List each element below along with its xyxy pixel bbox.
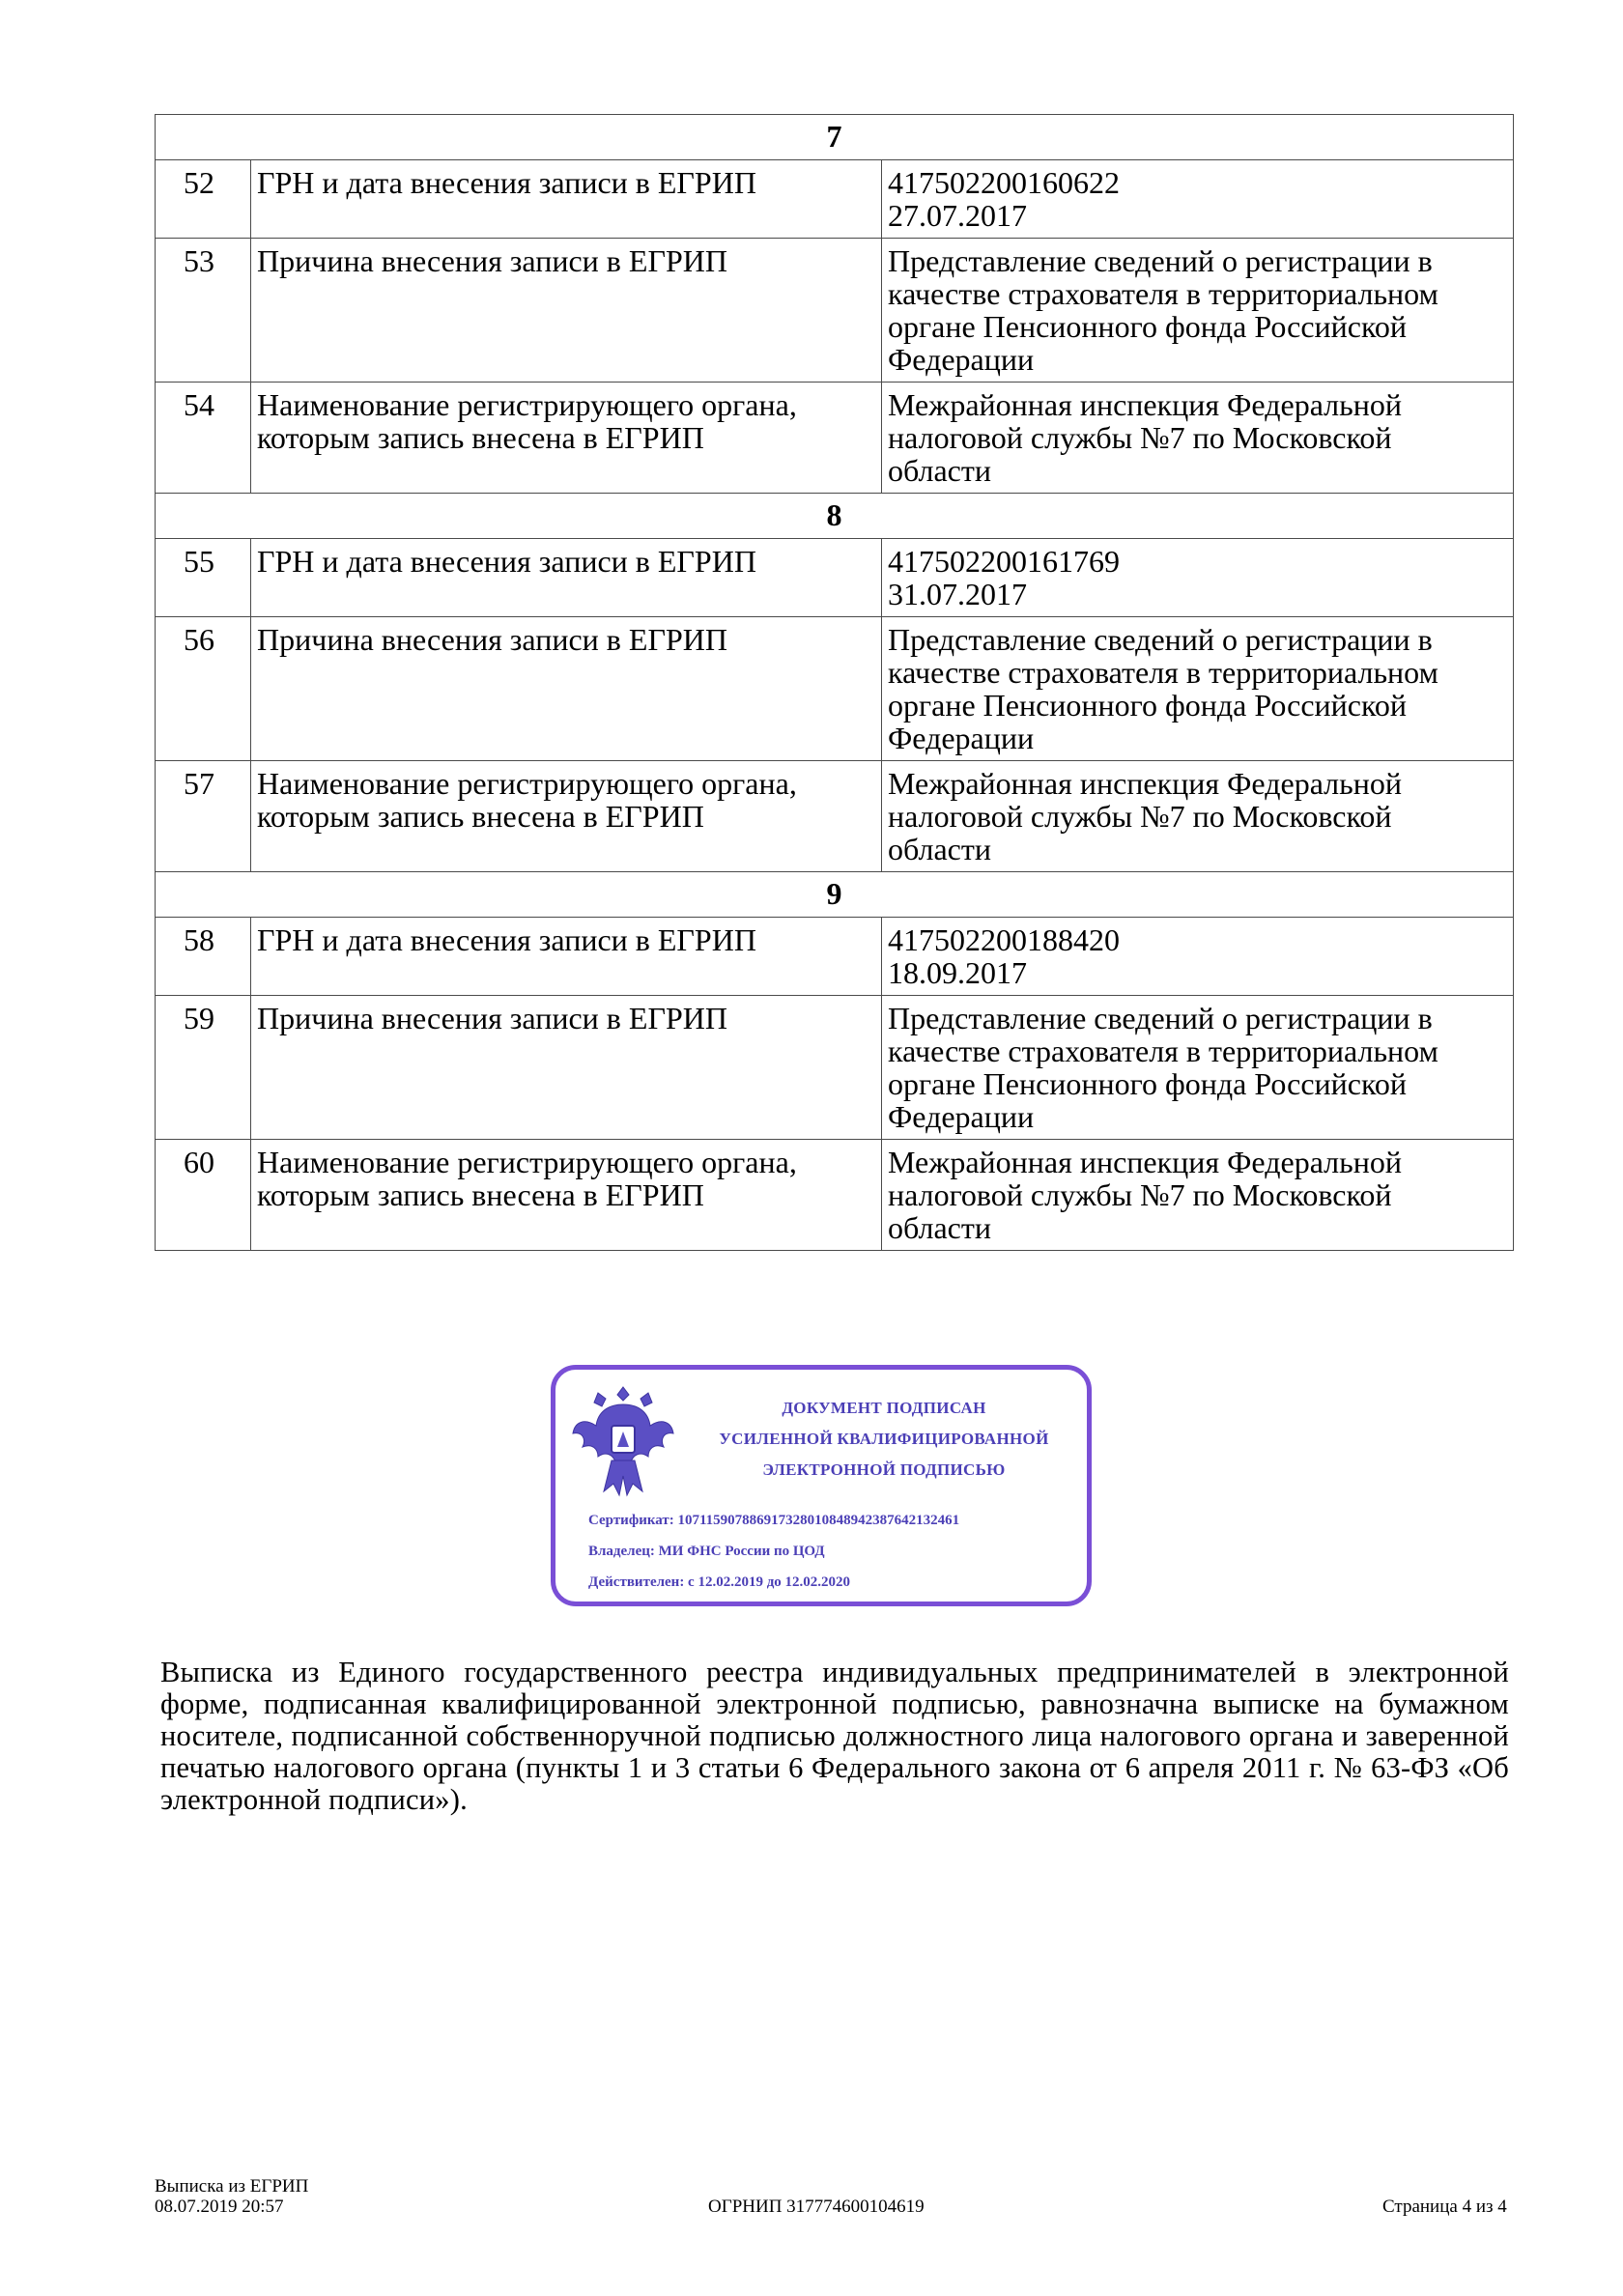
stamp-title-line: ДОКУМЕНТ ПОДПИСАН xyxy=(782,1399,986,1417)
field-value-line: качестве страхователя в территориальном xyxy=(888,276,1438,311)
table-row xyxy=(156,1140,1514,1251)
field-value-line: органе Пенсионного фонда Российской xyxy=(888,1066,1408,1101)
table-row xyxy=(156,617,1514,761)
field-value-line: налоговой службы №7 по Московской xyxy=(888,1177,1392,1212)
field-value-line: области xyxy=(888,1210,991,1245)
field-value-line: 417502200161769 xyxy=(888,544,1120,579)
footer-page-number: Страница 4 из 4 xyxy=(1382,2197,1507,2217)
legal-note-paragraph: Выписка из Единого государственного реестра индивидуальных предпринимателей в электронной форме, подписанная квалифицированной электронной подписью, равнозначна выписке на бумажном носителе, подписанной собственноручной подписью должностного лица налогового органа и заверенной печатью налогового органа (пункты 1 и 3 статьи 6 Федерального закона от 6 апреля 2011 г. № 63-ФЗ «Об электронной подписи»). xyxy=(160,1656,1509,1816)
row-number: 54 xyxy=(156,383,251,494)
field-value-line: налоговой службы №7 по Московской xyxy=(888,420,1392,455)
stamp-title xyxy=(691,1393,1077,1486)
field-value xyxy=(882,761,1514,872)
field-value-line: Федерации xyxy=(888,342,1035,377)
field-name: Причина внесения записи в ЕГРИП xyxy=(251,617,882,761)
row-number: 56 xyxy=(156,617,251,761)
row-number: 52 xyxy=(156,160,251,239)
field-value xyxy=(882,617,1514,761)
field-value-line: 417502200188420 xyxy=(888,922,1120,957)
field-name: Причина внесения записи в ЕГРИП xyxy=(251,996,882,1140)
field-value xyxy=(882,996,1514,1140)
field-value-line: Межрайонная инспекция Федеральной xyxy=(888,1145,1402,1179)
field-value-line: органе Пенсионного фонда Российской xyxy=(888,309,1408,344)
stamp-certificate: Сертификат: 107115907886917328010848942387642132461 xyxy=(588,1513,960,1528)
row-number: 59 xyxy=(156,996,251,1140)
table-row xyxy=(156,160,1514,239)
stamp-details xyxy=(588,1505,959,1598)
section-header-row xyxy=(156,494,1514,539)
row-number: 60 xyxy=(156,1140,251,1251)
stamp-owner: Владелец: МИ ФНС России по ЦОД xyxy=(588,1544,825,1559)
field-value-line: качестве страхователя в территориальном xyxy=(888,1034,1438,1068)
field-value-line: 31.07.2017 xyxy=(888,577,1027,611)
row-number: 55 xyxy=(156,539,251,617)
field-name: Наименование регистрирующего органа, которым запись внесена в ЕГРИП xyxy=(251,761,882,872)
row-number: 58 xyxy=(156,918,251,996)
field-value-line: Представление сведений о регистрации в xyxy=(888,243,1433,278)
electronic-signature-stamp xyxy=(551,1365,1092,1606)
section-number: 8 xyxy=(156,494,1514,539)
field-value-line: Межрайонная инспекция Федеральной xyxy=(888,387,1402,422)
field-name: Наименование регистрирующего органа, которым запись внесена в ЕГРИП xyxy=(251,383,882,494)
field-value xyxy=(882,160,1514,239)
row-number: 57 xyxy=(156,761,251,872)
field-value xyxy=(882,383,1514,494)
footer-doc-name: Выписка из ЕГРИП xyxy=(155,2176,309,2197)
field-value-line: налоговой службы №7 по Московской xyxy=(888,799,1392,834)
field-value-line: Представление сведений о регистрации в xyxy=(888,622,1433,657)
field-value-line: области xyxy=(888,832,991,866)
footer-datetime: 08.07.2019 20:57 xyxy=(155,2197,284,2217)
table-row xyxy=(156,239,1514,383)
field-value-line: органе Пенсионного фонда Российской xyxy=(888,688,1408,723)
table-row xyxy=(156,539,1514,617)
field-name: ГРН и дата внесения записи в ЕГРИП xyxy=(251,539,882,617)
table-row xyxy=(156,996,1514,1140)
field-name: Причина внесения записи в ЕГРИП xyxy=(251,239,882,383)
section-number: 9 xyxy=(156,872,1514,918)
field-value xyxy=(882,539,1514,617)
field-value-line: качестве страхователя в территориальном xyxy=(888,655,1438,690)
field-value-line: 417502200160622 xyxy=(888,165,1120,200)
field-value xyxy=(882,239,1514,383)
stamp-title-line: ЭЛЕКТРОННОЙ ПОДПИСЬЮ xyxy=(762,1460,1006,1479)
field-value-line: области xyxy=(888,453,991,488)
russian-coat-of-arms-icon xyxy=(569,1383,677,1499)
field-value-line: Представление сведений о регистрации в xyxy=(888,1001,1433,1035)
field-name: Наименование регистрирующего органа, которым запись внесена в ЕГРИП xyxy=(251,1140,882,1251)
section-header-row xyxy=(156,872,1514,918)
stamp-validity: Действителен: с 12.02.2019 до 12.02.2020 xyxy=(588,1574,851,1590)
footer-doc-info xyxy=(155,2176,308,2217)
section-header-row xyxy=(156,115,1514,160)
table-row xyxy=(156,918,1514,996)
field-value-line: Федерации xyxy=(888,1099,1035,1134)
egrip-records-table xyxy=(155,114,1514,1251)
footer-ogrnip: ОГРНИП 317774600104619 xyxy=(708,2197,925,2217)
field-value xyxy=(882,918,1514,996)
field-value-line: 18.09.2017 xyxy=(888,955,1027,990)
row-number: 53 xyxy=(156,239,251,383)
field-name: ГРН и дата внесения записи в ЕГРИП xyxy=(251,160,882,239)
field-value-line: 27.07.2017 xyxy=(888,198,1027,233)
section-number: 7 xyxy=(156,115,1514,160)
field-value-line: Федерации xyxy=(888,721,1035,755)
table-row xyxy=(156,383,1514,494)
field-value-line: Межрайонная инспекция Федеральной xyxy=(888,766,1402,801)
stamp-title-line: УСИЛЕННОЙ КВАЛИФИЦИРОВАННОЙ xyxy=(719,1430,1049,1448)
field-name: ГРН и дата внесения записи в ЕГРИП xyxy=(251,918,882,996)
table-row xyxy=(156,761,1514,872)
field-value xyxy=(882,1140,1514,1251)
